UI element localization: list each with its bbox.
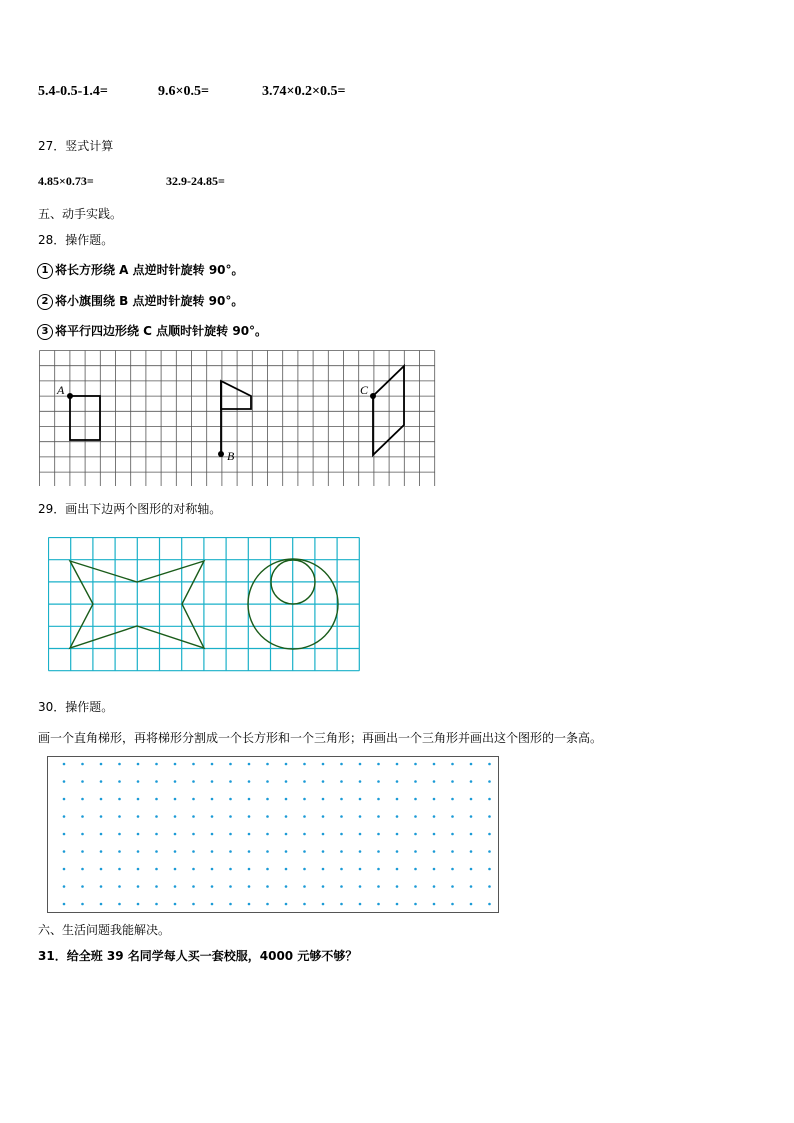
grid-dot <box>488 868 491 871</box>
grid-dot <box>248 833 251 836</box>
q28-step-2-text: 将小旗围绕 B 点逆时针旋转 90°。 <box>55 294 244 308</box>
grid-dot <box>155 780 158 783</box>
grid-dot <box>155 798 158 801</box>
grid-dot <box>340 763 343 766</box>
grid-dot <box>100 798 103 801</box>
grid-dot <box>285 780 288 783</box>
grid-dot <box>137 885 140 888</box>
grid-dot <box>359 833 362 836</box>
grid-dot <box>137 850 140 853</box>
grid-dot <box>377 868 380 871</box>
grid-dot <box>377 780 380 783</box>
grid-dot <box>248 850 251 853</box>
point-c-label: C <box>360 383 369 397</box>
grid-dot <box>248 763 251 766</box>
grid-dot <box>285 903 288 906</box>
grid-dot <box>377 833 380 836</box>
grid-dot <box>359 780 362 783</box>
grid-dot <box>303 780 306 783</box>
grid-dot <box>192 798 195 801</box>
grid-dot <box>396 798 399 801</box>
grid-dot <box>266 780 269 783</box>
grid-dot <box>322 885 325 888</box>
grid-dot <box>322 815 325 818</box>
grid-dot <box>433 815 436 818</box>
grid-dot <box>229 815 232 818</box>
grid-dot <box>396 833 399 836</box>
grid-dot <box>137 833 140 836</box>
grid-dot <box>359 815 362 818</box>
grid-dot <box>155 868 158 871</box>
grid-dot <box>100 850 103 853</box>
grid-dot <box>414 850 417 853</box>
grid-dot <box>377 763 380 766</box>
grid-dot <box>470 815 473 818</box>
grid-dot <box>155 763 158 766</box>
vertical-calc-2: 32.9-24.85= <box>166 174 225 188</box>
grid-dot <box>414 868 417 871</box>
grid-dot <box>63 780 66 783</box>
grid-dot <box>285 833 288 836</box>
grid-dot <box>377 850 380 853</box>
grid-dot <box>340 885 343 888</box>
grid-dot <box>414 833 417 836</box>
grid-dot <box>322 903 325 906</box>
question-27-title: 27．竖式计算 <box>38 139 114 153</box>
grid-dot <box>137 780 140 783</box>
grid-dot <box>377 885 380 888</box>
grid-dot <box>414 815 417 818</box>
grid-dot <box>433 780 436 783</box>
grid-dot <box>266 815 269 818</box>
grid-dot <box>322 780 325 783</box>
grid-dot <box>137 903 140 906</box>
grid-dot <box>229 833 232 836</box>
grid-dot <box>433 763 436 766</box>
grid-dot <box>359 763 362 766</box>
grid-dot <box>303 885 306 888</box>
grid-dot <box>100 780 103 783</box>
grid-dot <box>451 763 454 766</box>
grid-dot <box>322 798 325 801</box>
grid-dot <box>359 868 362 871</box>
grid-dot <box>359 885 362 888</box>
grid-dot <box>100 903 103 906</box>
grid-dot <box>488 850 491 853</box>
grid-dot <box>137 815 140 818</box>
grid-dot <box>137 868 140 871</box>
grid-dot <box>377 798 380 801</box>
grid-dot <box>451 850 454 853</box>
grid-dot <box>488 798 491 801</box>
grid-dot <box>118 833 121 836</box>
grid-dot <box>451 780 454 783</box>
grid-dot <box>340 833 343 836</box>
grid-dot <box>137 798 140 801</box>
grid-dot <box>285 763 288 766</box>
point-a-label: A <box>57 383 65 397</box>
grid-dot <box>100 885 103 888</box>
question-31-title: 31．给全班 39 名同学每人买一套校服，4000 元够不够？ <box>38 949 358 963</box>
grid-dot <box>285 868 288 871</box>
step-number-2: 2 <box>37 294 53 310</box>
grid-dot <box>63 763 66 766</box>
grid-dot <box>414 763 417 766</box>
grid-dot <box>211 833 214 836</box>
grid-dot <box>155 833 158 836</box>
grid-dot <box>340 798 343 801</box>
grid-dot <box>63 868 66 871</box>
grid-dot <box>303 868 306 871</box>
grid-dot <box>414 780 417 783</box>
grid-dot <box>433 850 436 853</box>
grid-dot <box>211 763 214 766</box>
grid-dot <box>192 780 195 783</box>
grid-dot <box>248 903 251 906</box>
grid-dot <box>100 815 103 818</box>
grid-dot <box>211 798 214 801</box>
grid-dot <box>396 763 399 766</box>
grid-dot <box>285 798 288 801</box>
grid-dot <box>248 885 251 888</box>
calc-item-2: 9.6×0.5= <box>158 84 209 99</box>
grid-dot <box>266 868 269 871</box>
grid-dot <box>340 868 343 871</box>
grid-dot <box>470 850 473 853</box>
grid-dot <box>340 815 343 818</box>
point-b-dot <box>218 451 224 457</box>
grid-dot <box>359 850 362 853</box>
grid-dot <box>155 885 158 888</box>
q28-step-3 <box>37 322 267 340</box>
symmetry-grid-figure <box>48 537 360 673</box>
grid-dot <box>211 780 214 783</box>
grid-dot <box>81 833 84 836</box>
grid-dot <box>488 780 491 783</box>
grid-dot <box>229 885 232 888</box>
grid-dot <box>396 885 399 888</box>
grid-dot <box>100 763 103 766</box>
grid-dot <box>118 868 121 871</box>
grid-dot <box>340 903 343 906</box>
grid-dot <box>396 815 399 818</box>
grid-dot <box>451 815 454 818</box>
grid-dot <box>118 850 121 853</box>
grid-dot <box>285 815 288 818</box>
grid-dot <box>248 780 251 783</box>
grid-dot <box>192 885 195 888</box>
grid-dot <box>470 833 473 836</box>
grid-dot <box>266 903 269 906</box>
grid-dot <box>285 850 288 853</box>
grid-dot <box>340 850 343 853</box>
grid-dot <box>303 903 306 906</box>
grid-dot <box>229 798 232 801</box>
grid-dot <box>396 903 399 906</box>
grid-dot <box>118 885 121 888</box>
grid-dot <box>248 798 251 801</box>
grid-dot <box>248 868 251 871</box>
grid-dot <box>470 868 473 871</box>
grid-dot <box>63 903 66 906</box>
grid-dot <box>248 815 251 818</box>
grid-dot <box>303 763 306 766</box>
grid-dot <box>470 903 473 906</box>
grid-dot <box>377 815 380 818</box>
grid-dot <box>414 903 417 906</box>
grid-dot <box>211 815 214 818</box>
grid-dot <box>229 780 232 783</box>
grid-dot <box>359 903 362 906</box>
grid-dot <box>63 798 66 801</box>
question-30-title: 30．操作题。 <box>38 700 114 714</box>
section-6-title: 六、生活问题我能解决。 <box>38 923 171 937</box>
grid-dot <box>155 850 158 853</box>
grid-dot <box>81 885 84 888</box>
grid-dot <box>414 798 417 801</box>
grid-dot <box>433 833 436 836</box>
grid-dot <box>155 815 158 818</box>
dot-grid-figure <box>47 756 499 913</box>
grid-dot <box>266 798 269 801</box>
grid-dot <box>266 833 269 836</box>
grid-dot <box>433 903 436 906</box>
flag-shape <box>221 381 251 409</box>
grid-dot <box>174 815 177 818</box>
grid-dot <box>63 850 66 853</box>
rotation-grid-figure <box>39 350 436 486</box>
grid-dot <box>137 763 140 766</box>
grid-dot <box>322 833 325 836</box>
question-28-title: 28．操作题。 <box>38 233 114 247</box>
question-30-instruction: 画一个直角梯形，再将梯形分割成一个长方形和一个三角形；再画出一个三角形并画出这个图形的一条高。 <box>38 731 603 745</box>
grid-dot <box>192 763 195 766</box>
grid-dot <box>266 885 269 888</box>
grid-dot <box>322 763 325 766</box>
grid-dot <box>81 815 84 818</box>
q28-step-3-text: 将平行四边形绕 C 点顺时针旋转 90°。 <box>55 324 268 338</box>
grid-dot <box>488 833 491 836</box>
calc-item-1: 5.4-0.5-1.4= <box>38 84 108 99</box>
grid-dot <box>81 850 84 853</box>
vertical-calc-1: 4.85×0.73= <box>38 174 94 188</box>
grid-dot <box>174 798 177 801</box>
grid-dot <box>174 903 177 906</box>
grid-dot <box>303 833 306 836</box>
grid-dot <box>192 850 195 853</box>
grid-dot <box>451 868 454 871</box>
point-c-dot <box>370 393 376 399</box>
grid-dot <box>470 798 473 801</box>
q28-step-1 <box>37 261 244 279</box>
grid-dot <box>211 850 214 853</box>
grid-dot <box>470 885 473 888</box>
grid-dot <box>155 903 158 906</box>
grid-dot <box>174 780 177 783</box>
grid-dot <box>81 763 84 766</box>
grid-dot <box>118 903 121 906</box>
grid-dot <box>174 868 177 871</box>
grid-dot <box>396 780 399 783</box>
grid-dot <box>396 850 399 853</box>
grid-dot <box>266 850 269 853</box>
grid-dot <box>192 815 195 818</box>
grid-dot <box>229 903 232 906</box>
grid-dot <box>118 815 121 818</box>
grid-dot <box>192 833 195 836</box>
q28-step-1-text: 将长方形绕 A 点逆时针旋转 90°。 <box>55 263 244 277</box>
q28-step-2 <box>37 292 243 310</box>
grid-dot <box>451 798 454 801</box>
grid-dot <box>81 903 84 906</box>
grid-dot <box>63 833 66 836</box>
grid-dot <box>470 763 473 766</box>
grid-dot <box>174 885 177 888</box>
grid-dot <box>433 868 436 871</box>
section-5-title: 五、动手实践。 <box>38 207 123 221</box>
point-b-label: B <box>227 449 235 463</box>
dot-grid-border <box>48 757 499 913</box>
grid-dot <box>81 780 84 783</box>
grid-dot <box>488 763 491 766</box>
grid-dot <box>285 885 288 888</box>
grid-dot <box>322 868 325 871</box>
grid-dot <box>322 850 325 853</box>
grid-dot <box>63 885 66 888</box>
grid-dot <box>81 868 84 871</box>
grid-dot <box>229 850 232 853</box>
grid-dot <box>192 903 195 906</box>
grid-dot <box>100 868 103 871</box>
step-number-1: 1 <box>37 263 53 279</box>
grid-dot <box>192 868 195 871</box>
point-a-dot <box>67 393 73 399</box>
question-29-title: 29．画出下边两个图形的对称轴。 <box>38 502 222 516</box>
grid-dot <box>118 763 121 766</box>
calc-item-3: 3.74×0.2×0.5= <box>262 84 346 99</box>
grid-dot <box>229 868 232 871</box>
grid-dot <box>488 885 491 888</box>
grid-dot <box>174 763 177 766</box>
grid-dot <box>488 903 491 906</box>
grid-dot <box>303 850 306 853</box>
grid-dot <box>118 798 121 801</box>
grid-dot <box>451 885 454 888</box>
grid-dot <box>377 903 380 906</box>
grid-dot <box>359 798 362 801</box>
grid-dot <box>266 763 269 766</box>
grid-dot <box>451 903 454 906</box>
grid-dot <box>396 868 399 871</box>
grid-dot <box>211 903 214 906</box>
grid-dot <box>488 815 491 818</box>
grid-dot <box>303 815 306 818</box>
grid-dot <box>229 763 232 766</box>
grid-dot <box>63 815 66 818</box>
step-number-3: 3 <box>37 324 53 340</box>
grid-dot <box>433 798 436 801</box>
grid-dot <box>470 780 473 783</box>
grid-dot <box>174 833 177 836</box>
grid-dot <box>303 798 306 801</box>
grid-dot <box>174 850 177 853</box>
grid-dot <box>81 798 84 801</box>
grid-dot <box>414 885 417 888</box>
grid-dot <box>340 780 343 783</box>
grid-dot <box>211 885 214 888</box>
grid-dot <box>100 833 103 836</box>
grid-dot <box>211 868 214 871</box>
grid-dot <box>433 885 436 888</box>
grid-dot <box>118 780 121 783</box>
grid-dot <box>451 833 454 836</box>
